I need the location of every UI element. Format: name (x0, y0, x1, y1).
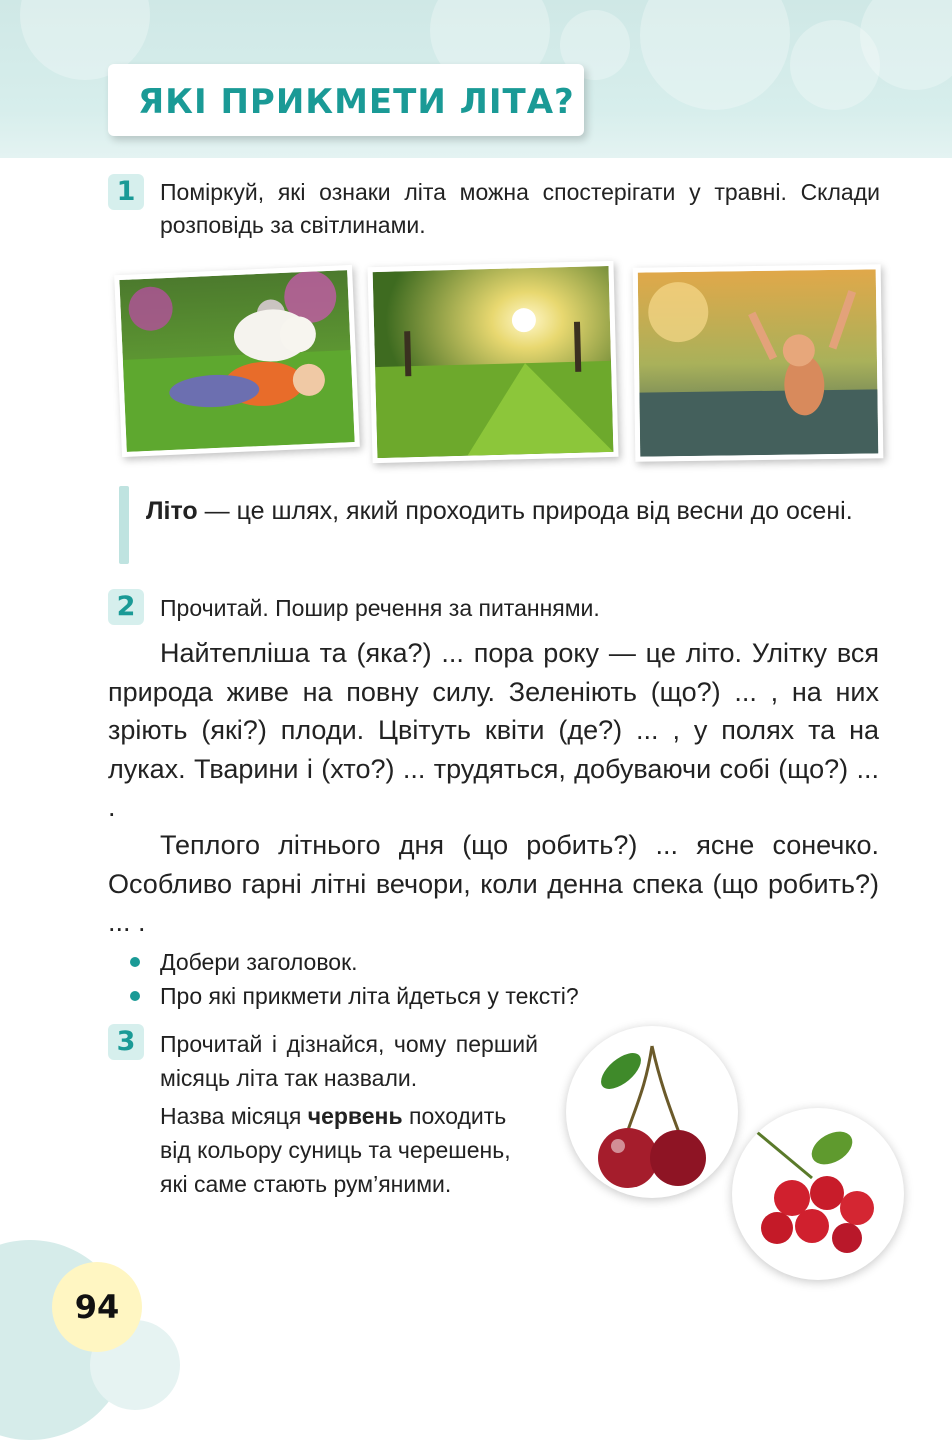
cherries-image (566, 1026, 738, 1198)
definition-rest: — це шлях, який проходить природа від весни до осені. (197, 497, 853, 525)
title-box (108, 64, 584, 136)
task-2-number: 2 (108, 589, 144, 625)
photo-girl-in-water (633, 264, 884, 461)
task-2-paragraph-2: Теплого літнього дня (що робить?) ... ясне сонечко. Особливо гарні літні вечори, коли денна спека (що робить?) ... . (108, 830, 879, 937)
task-1-number: 1 (108, 174, 144, 210)
task-2-instruction: Прочитай. Пошир речення за питаннями. (160, 595, 600, 621)
task-1-text: Поміркуй, які ознаки літа можна спостерігати у травні. Склади розповідь за світлинами. (160, 179, 880, 238)
definition-bar (119, 486, 129, 564)
definition-term: Літо (146, 497, 198, 525)
bullet-dot-icon (130, 991, 140, 1001)
photo-boy-with-puppy (114, 265, 360, 457)
bullet-item: Добери заголовок. (130, 945, 579, 979)
photo-sunny-meadow (367, 261, 618, 463)
task-3-text: Назва місяця червень походить від кольору суниць та черешень, які саме стають рум’яними. (160, 1103, 511, 1197)
task-2-paragraph-1: Найтепліша та (яка?) ... пора року — це літо. Улітку вся природа живе на повну силу. Зеленіють (що?) ... , на них зріють (які?) плоди. Цвітуть квіти (де?) ... , у полях та на луках. Тварини і (хто?) ... трудяться, добуваючи собі (що?) ... . (108, 638, 879, 822)
highlight-word: червень (307, 1103, 403, 1129)
definition (146, 492, 876, 530)
task-3-number: 3 (108, 1024, 144, 1060)
bullet-item: Про які прикмети літа йдеться у тексті? (130, 979, 579, 1013)
page-title: ЯКІ ПРИКМЕТИ ЛІТА? (138, 82, 575, 122)
wild-strawberries-image (732, 1108, 904, 1280)
task-3-instruction: Прочитай і дізнайся, чому перший місяць літа так назвали. (160, 1031, 538, 1091)
page-number: 94 (52, 1262, 142, 1352)
bullet-dot-icon (130, 957, 140, 967)
task-2-bullet-list (130, 945, 579, 1013)
